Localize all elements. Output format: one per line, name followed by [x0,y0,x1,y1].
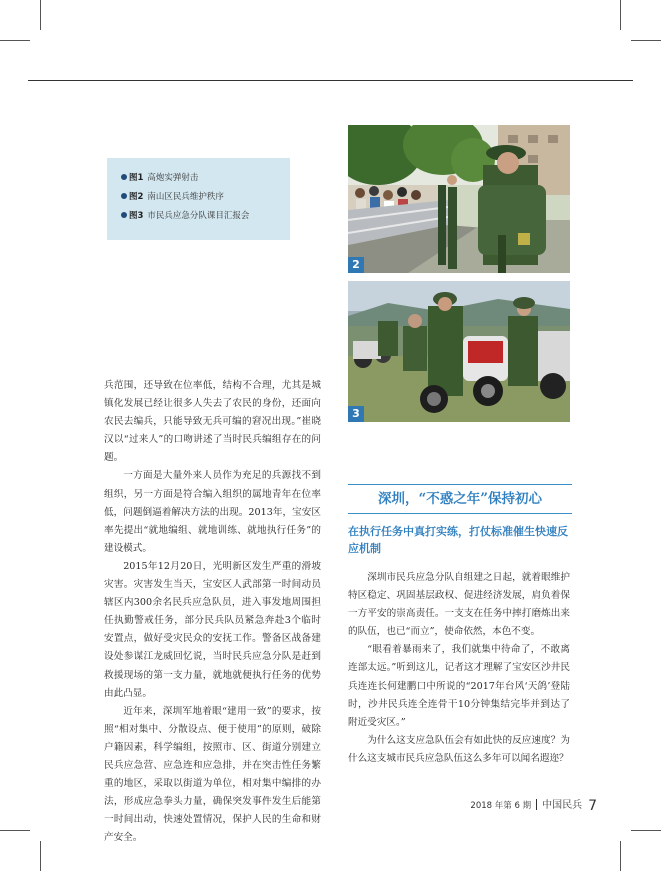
photo-caption-box [107,158,290,240]
right-text-column [348,569,570,768]
page-footer [470,796,597,814]
paragraph: 一方面是大量外来人员作为充足的兵源找不到组织，另一方面是符合编入组织的属地青年在位率低，问题倒逼着解决方法的出现。2013年，宝安区率先提出“就地编组、就地训练、就地执行任务”的建设模式。 [104,470,321,554]
photo-militia-maintain-order [348,125,570,273]
bullet-icon [121,174,127,180]
crop-mark [631,40,661,41]
bullet-icon [121,212,127,218]
photo-emergency-unit-image [348,281,570,422]
bullet-icon [121,193,127,199]
crop-mark [0,830,30,831]
header-rule [28,80,633,81]
crop-mark [0,40,30,41]
photo-militia-order-image [348,125,570,273]
crop-mark [620,841,621,871]
section-title-box [348,484,572,514]
photo-emergency-unit-review [348,281,570,422]
issue-label: 2018 年第 6 期 [470,801,532,811]
caption-item: 图3 市民兵应急分队课目汇报会 [121,209,249,221]
paragraph: 深圳市民兵应急分队自组建之日起，就着眼维护特区稳定、巩固基层政权、促进经济发展，肩负着保一方平安的崇高责任。一支支在任务中摔打磨炼出来的队伍，也已“而立”，使命依然，本色不变。 [348,572,570,638]
footer-divider [536,799,537,810]
photo-number-badge: 3 [348,406,364,422]
crop-mark [40,841,41,871]
caption-item: 图1 高炮实弹射击 [121,171,198,183]
magazine-name: 中国民兵 [542,800,583,811]
paragraph: 近年来，深圳军地着眼“建用一致”的要求，按照“相对集中、分散设点、便于使用”的原则，破除户籍因素，科学编组，按照市、区、街道分别建立民兵应急营、应急连和应急排，并在突击性任务繁重的地区，采取以街道为单位，相对集中编排的办法，形成应急拳头力量，确保突发事件发生后能第一时间出动，快速处置情况，保护人民的生命和财产安全。 [104,705,321,844]
caption-item: 图2 南山区民兵维护秩序 [121,190,224,202]
paragraph: 兵范围，还导致在位率低，结构不合理，尤其是城镇化发展已经让很多人失去了农民的身份，还面向农民去编兵，只能导致无兵可编的窘况出现。”崔晓汉以“过来人”的口吻讲述了当时民兵编组存在的问题。 [104,380,321,464]
crop-mark [631,830,661,831]
left-text-column [104,377,321,847]
subtitle: 在执行任务中真打实练，打仗标准催生快速反应机制 [348,525,568,555]
paragraph: 2015年12月20日，光明新区发生严重的滑坡灾害。灾害发生当天，宝安区人武部第一时间动员辖区内300余名民兵应急队员，进入事发地周围担任执勤警戒任务，部分民兵队员紧急奔赴3个临时安置点，做好受灾民众的安抚工作。警备区战备建设处参谋江龙威回忆说，当时民兵应急分队是赶到救援现场的第一支力量，就地就便执行任务的优势由此凸显。 [104,560,321,699]
paragraph: 为什么这支应急队伍会有如此快的反应速度？为什么这支城市民兵应急队伍这么多年可以闻名遐迩？ [348,734,570,764]
crop-mark [40,0,41,30]
paragraph: “眼看着暴雨来了，我们就集中待命了，不敢离连部太远。”听到这儿，记者这才理解了宝安区沙井民兵连连长何建鹏口中所说的“2017年台风‘天鸽’登陆时，沙井民兵连全连骨干10分钟集结完毕并到达了附近受灾区。” [348,644,570,728]
crop-mark [620,0,621,30]
photo-number-badge: 2 [348,257,364,273]
page-number: 7 [588,798,597,814]
section-title: 深圳，“不惑之年”保持初心 [377,491,543,507]
